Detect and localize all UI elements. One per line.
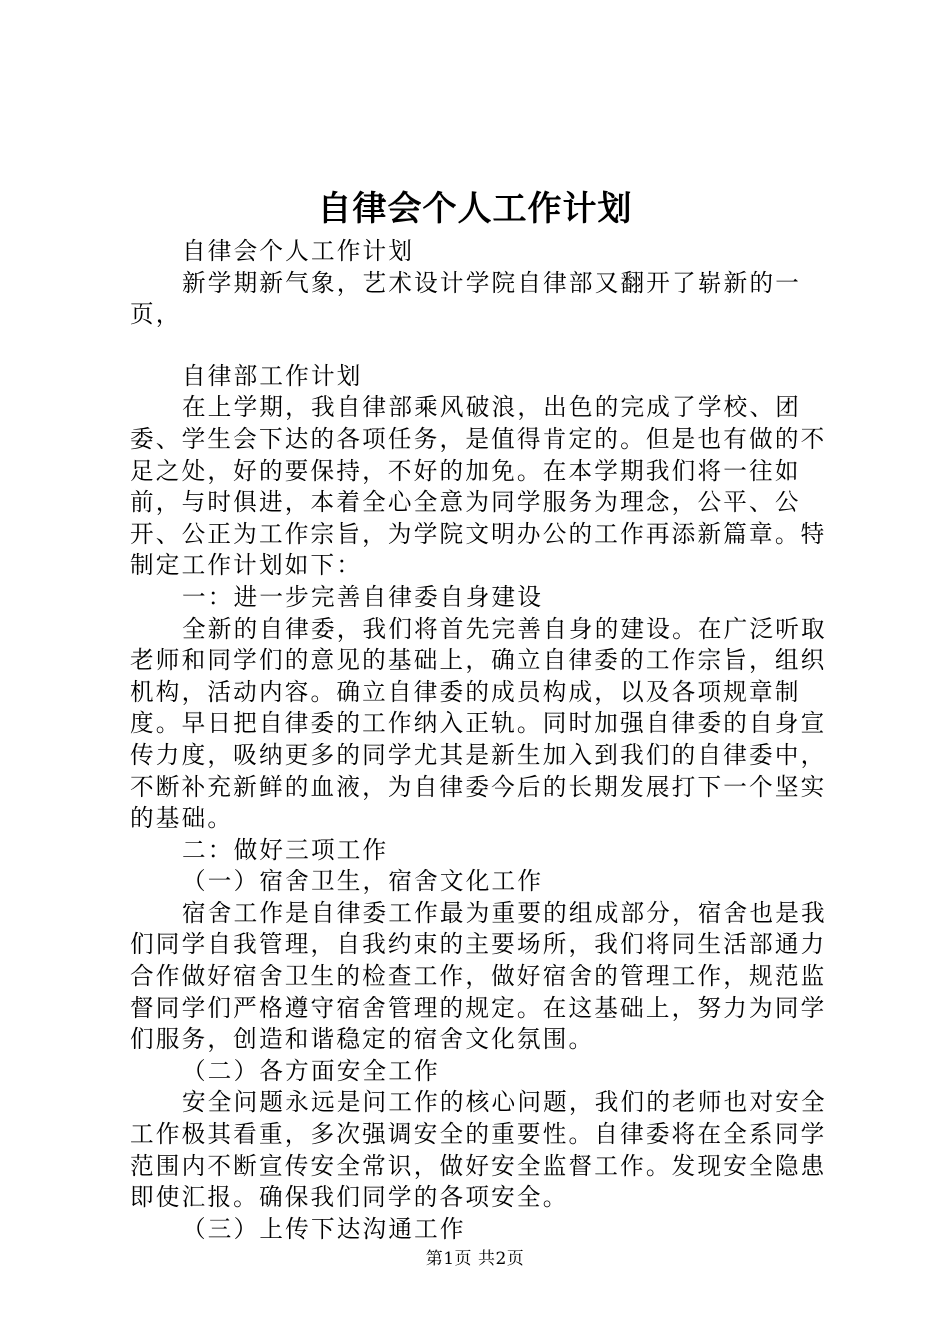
page-footer: 第1页 共2页 bbox=[425, 1249, 525, 1269]
paragraph-spacer bbox=[130, 331, 846, 361]
paragraph-intro: 新学期新气象，艺术设计学院自律部又翻开了崭新的一页， bbox=[130, 268, 802, 329]
paragraph-safety: 安全问题永远是问工作的核心问题，我们的老师也对安全工作极其看重，多次强调安全的重要性。自律委将在全系同学范围内不断宣传安全常识，做好安全监督工作。发现安全隐患即使汇报。确保我们同学的各项安全。 bbox=[130, 1088, 827, 1212]
section-heading-one: 一：进一步完善自律委自身建设 bbox=[182, 582, 544, 611]
paragraph-heading-repeat: 自律会个人工作计划 bbox=[182, 237, 415, 265]
subsection-heading-safety: （二）各方面安全工作 bbox=[182, 1056, 440, 1085]
section-heading-two: 二：做好三项工作 bbox=[182, 835, 389, 864]
section-heading-plan: 自律部工作计划 bbox=[182, 361, 363, 390]
subsection-heading-communication: （三）上传下达沟通工作 bbox=[182, 1214, 466, 1243]
document-body bbox=[130, 236, 846, 1245]
document-title: 自律会个人工作计划 bbox=[317, 189, 633, 229]
paragraph-section-one: 全新的自律委，我们将首先完善自身的建设。在广泛听取老师和同学们的意见的基础上，确立自律委的工作宗旨，组织机构，活动内容。确立自律委的成员构成，以及各项规章制度。早日把自律委的工作纳入正轨。同时加强自律委的自身宣传力度，吸纳更多的同学尤其是新生加入到我们的自律委中，不断补充新鲜的血液，为自律委今后的长期发展打下一个坚实的基础。 bbox=[130, 614, 827, 833]
subsection-heading-dorm: （一）宿舍卫生，宿舍文化工作 bbox=[182, 867, 544, 896]
paragraph-overview: 在上学期，我自律部乘风破浪，出色的完成了学校、团委、学生会下达的各项任务，是值得肯定的。但是也有做的不足之处，好的要保持，不好的加免。在本学期我们将一往如前，与时俱进，本着全心全意为同学服务为理念，公平、公开、公正为工作宗旨，为学院文明办公的工作再添新篇章。特制定工作计划如下： bbox=[130, 393, 827, 580]
paragraph-dorm: 宿舍工作是自律委工作最为重要的组成部分，宿舍也是我们同学自我管理，自我约束的主要场所，我们将同生活部通力合作做好宿舍卫生的检查工作，做好宿舍的管理工作，规范监督同学们严格遵守宿舍管理的规定。在这基础上，努力为同学们服务，创造和谐稳定的宿舍文化氛围。 bbox=[130, 898, 827, 1054]
